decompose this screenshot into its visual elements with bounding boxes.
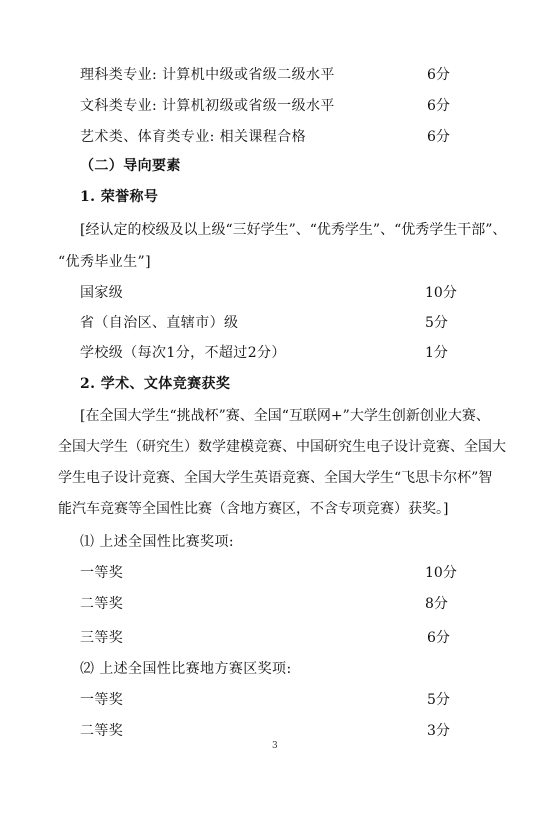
req-score-liberal-arts: 6分 [427,98,450,114]
national-award-third: 三等奖 [80,630,124,646]
honor-score-national: 10分 [425,285,457,301]
national-score-first: 10分 [425,565,457,581]
national-award-first: 一等奖 [80,565,124,581]
competition-description-line-1: [在全国大学生“挑战杯”赛、全国“互联网+”大学生创新创业大赛、 [80,408,490,424]
req-line-liberal-arts: 文科类专业: 计算机初级或省级一级水平 [80,98,335,114]
section-title: （二）导向要素 [80,158,181,174]
competition-description-line-3: 学生电子设计竞赛、全国大学生英语竞赛、全国大学生“飞思卡尔杯”智 [58,470,493,486]
national-score-second: 8分 [425,596,448,612]
competition-description-line-4: 能汽车竞赛等全国性比赛（含地方赛区，不含专项竞赛）获奖。] [58,501,449,517]
regional-award-second: 二等奖 [80,723,124,739]
honor-score-school: 1分 [425,345,448,361]
honor-description-line-2: “优秀毕业生”] [58,254,151,270]
competition-heading: 2. 学术、文体竞赛获奖 [80,376,231,392]
national-awards-label: ⑴ 上述全国性比赛奖项: [80,534,234,550]
req-line-science: 理科类专业: 计算机中级或省级二级水平 [80,67,335,83]
regional-score-second: 3分 [427,723,450,739]
req-line-art-sports: 艺术类、体育类专业: 相关课程合格 [80,129,306,145]
honor-description-line-1: [经认定的校级及以上级“三好学生”、“优秀学生”、“优秀学生干部”、 [80,222,507,238]
honor-heading: 1. 荣誉称号 [80,189,159,205]
honor-score-provincial: 5分 [425,315,448,331]
regional-score-first: 5分 [427,692,450,708]
competition-description-line-2: 全国大学生（研究生）数学建模竞赛、中国研究生电子设计竞赛、全国大 [58,439,506,455]
req-score-art-sports: 6分 [427,129,450,145]
regional-awards-label: ⑵ 上述全国性比赛地方赛区奖项: [80,661,292,677]
national-score-third: 6分 [427,630,450,646]
national-award-second: 二等奖 [80,596,124,612]
page-number: 3 [272,741,278,751]
req-score-science: 6分 [427,67,450,83]
honor-row-provincial: 省（自治区、直辖市）级 [80,315,239,331]
honor-row-school: 学校级（每次1分，不超过2分） [80,345,286,361]
honor-row-national: 国家级 [80,285,124,301]
regional-award-first: 一等奖 [80,692,124,708]
